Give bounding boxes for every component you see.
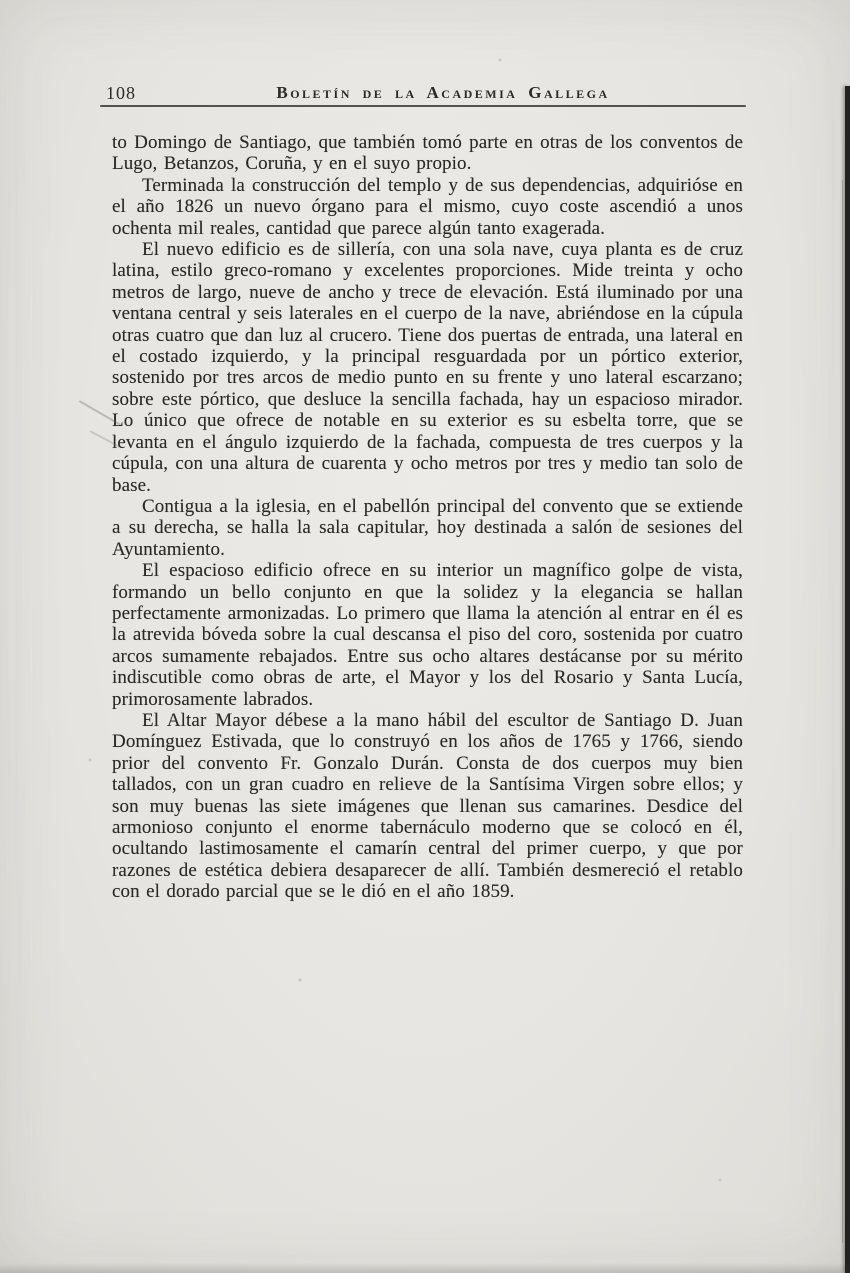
- page-header: [104, 83, 746, 105]
- page-body: [112, 132, 743, 903]
- paragraph: Contigua a la iglesia, en el pabellón principal del convento que se extiende a su derecha, se halla la sala capitular, hoy destinada a salón de sesiones del Ayuntamiento.: [112, 495, 743, 560]
- scan-shadow-artifact: [0, 1263, 850, 1273]
- paragraph: to Domingo de Santiago, que también tomó parte en otras de los conventos de Lugo, Betanzos, Coruña, y en el suyo propio.: [112, 132, 743, 175]
- paragraph: El nuevo edificio es de sillería, con una sola nave, cuya planta es de cruz latina, estilo greco-romano y excelentes proporciones. Mide treinta y ocho metros de largo, nueve de ancho y trece de elevación. Está iluminado por una ventana central y seis laterales en el cuerpo de la nave, abriéndose en la cúpula otras cuatro que dan luz al crucero. Tiene dos puertas de entrada, una lateral en el costado izquierdo, y la principal resguardada por un pórtico exterior, sostenido por tres arcos de medio punto en su frente y uno lateral escarzano; sobre este pórtico, que desluce la sencilla fachada, hay un espacioso mirador. Lo único que ofrece de notable en su exterior es su esbelta torre, que se levanta en el ángulo izquierdo de la fachada, compuesta de tres cuerpos y la cúpula, con una altura de cuarenta y ocho metros por tres y medio tan solo de base.: [112, 239, 743, 496]
- journal-title: Boletín de la Academia Gallega: [276, 83, 610, 102]
- paragraph: Terminada la construcción del templo y de sus dependencias, adquirióse en el año 1826 un nuevo órgano para el mismo, cuyo coste ascendió a unos ochenta mil reales, cantidad que parece algún tanto exagerada.: [112, 174, 743, 239]
- paragraph: El espacioso edificio ofrece en su interior un magnífico golpe de vista, formando un bello conjunto en que la solidez y la elegancia se hallan perfectamente armonizadas. Lo primero que llama la atención al entrar en él es la atrevida bóveda sobre la cual descansa el piso del coro, sostenida por cuatro arcos sumamente rebajados. Entre sus ocho altares destácanse por su mérito indiscutible como obras de arte, el Mayor y los del Rosario y Santa Lucía, primorosamente labrados.: [112, 560, 743, 710]
- header-rule: [100, 105, 746, 107]
- scan-edge-artifact: [845, 86, 850, 1273]
- paragraph: El Altar Mayor débese a la mano hábil del escultor de Santiago D. Juan Domínguez Estivada, que lo construyó en los años de 1765 y 1766, siendo prior del convento Fr. Gonzalo Durán. Consta de dos cuerpos muy bien tallados, con un gran cuadro en relieve de la Santísima Virgen sobre ellos; y son muy buenas las siete imágenes que llenan sus camarines. Desdice del armonioso conjunto el enorme tabernáculo moderno que se colocó en él, ocultando lastimosamente el camarín central del primer cuerpo, y que por razones de estética debiera desaparecer de allí. También desmereció el retablo con el dorado parcial que se le dió en el año 1859.: [112, 709, 743, 903]
- scan-edge-artifact: [842, 180, 843, 1243]
- page-number: 108: [106, 83, 136, 103]
